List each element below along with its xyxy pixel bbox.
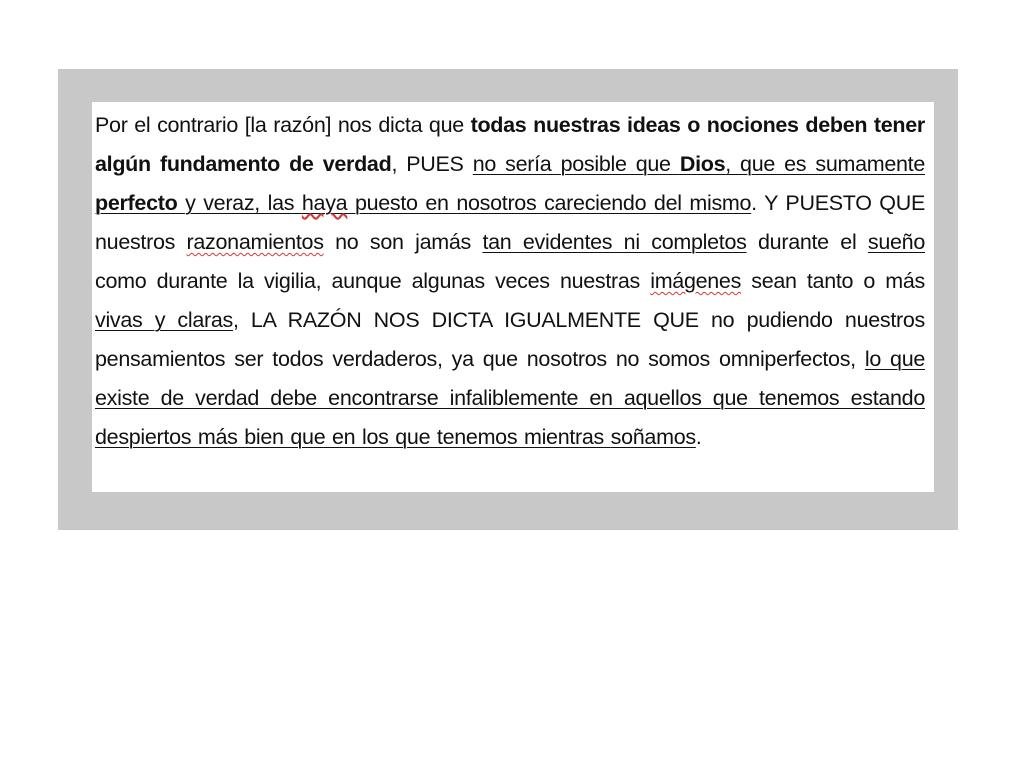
spellcheck-word: imágenes: [650, 269, 742, 293]
spellcheck-word: haya: [301, 191, 348, 215]
text-segment: sean tanto o más: [741, 269, 925, 293]
text-segment: puesto en nosotros careciendo del mismo: [347, 191, 752, 215]
text-segment: no sería posible que: [472, 152, 680, 176]
text-segment: lo que existe de verdad debe encontrarse infaliblemente en aquellos que tenemos estando despiertos más bien que en los que tenemos mientras: [95, 347, 926, 449]
bold-word: perfecto: [95, 191, 178, 215]
text-segment: , que es sumamente: [725, 152, 926, 176]
gray-frame: [58, 69, 958, 530]
underlined-word: sueño: [867, 230, 925, 254]
underlined-phrase: vivas y claras: [95, 308, 233, 332]
text-segment: Por el contrario [la razón] nos dicta que: [95, 113, 471, 137]
spellcheck-word: razonamientos: [186, 230, 324, 254]
text-segment: soñamos: [610, 425, 696, 449]
text-segment: y veraz, las: [177, 191, 302, 215]
bold-word: Dios: [679, 152, 726, 176]
quote-paragraph: [95, 106, 925, 457]
quote-box: [92, 102, 934, 492]
text-segment: como durante la vigilia, aunque algunas veces nuestras: [95, 269, 651, 293]
text-segment: . Y PUESTO QUE nuestros: [95, 191, 925, 254]
text-segment: , LA RAZÓN NOS DICTA IGUALMENTE QUE no pudiendo nuestros pensamientos ser todos verdaderos, ya que nosotros no somos omniperfectos,: [95, 308, 925, 371]
text-segment: , PUES: [391, 152, 473, 176]
text-segment: no son jamás: [323, 230, 483, 254]
bold-phrase: todas nuestras ideas o nociones deben tener algún fundamento de verdad: [95, 113, 925, 176]
text-segment: durante el: [746, 230, 868, 254]
underlined-phrase: tan evidentes ni completos: [482, 230, 747, 254]
text-segment: .: [695, 425, 702, 449]
